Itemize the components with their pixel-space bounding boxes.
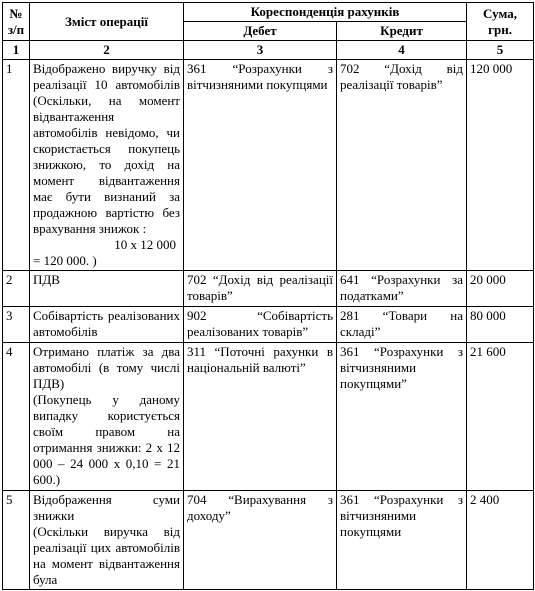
table-row	[3, 307, 534, 343]
column-number: 4	[337, 41, 467, 60]
operation-text: Отримано платіж за два автомобілі (в тому числі ПДВ)	[33, 344, 180, 391]
debit-account: 702 “Дохід від реалізації товарів”	[184, 271, 337, 307]
operation-content	[30, 60, 184, 271]
credit-account: 361 “Розрахунки з вітчизняними покупцями”	[337, 343, 467, 491]
amount: 120 000	[467, 60, 534, 271]
header-correspondence: Кореспонденція рахунків	[184, 3, 467, 22]
debit-account: 361 “Розрахунки з вітчизняними покупцями	[184, 60, 337, 271]
operation-text: Відображено виручку від реалізації 10 автомобілів (Оскільки, на момент відвантаження автомобілів невідомо, чи скористається покупець знижкою, то дохід на момент відвантаження має бути визнаний за продажною вартістю без врахування знижок :	[33, 61, 180, 236]
row-number: 3	[3, 307, 30, 343]
header-content: Зміст операції	[30, 3, 184, 41]
column-number: 1	[3, 41, 30, 60]
credit-account: 702 “Дохід від реалізації товарів”	[337, 60, 467, 271]
column-number: 5	[467, 41, 534, 60]
amount: 21 600	[467, 343, 534, 491]
credit-account: 281 “Товари на складі”	[337, 307, 467, 343]
operation-text: Відображення суми знижки	[33, 492, 180, 523]
table-row	[3, 491, 534, 590]
operation-content: ПДВ	[30, 271, 184, 307]
operation-formula: 10 х 12 000	[114, 237, 176, 252]
table-row	[3, 343, 534, 491]
row-number: 4	[3, 343, 30, 491]
operation-formula-result: = 120 000. )	[33, 253, 97, 268]
operation-content	[30, 343, 184, 491]
debit-account: 704 “Вирахування з доходу”	[184, 491, 337, 590]
credit-account: 641 “Розрахунки за податками”	[337, 271, 467, 307]
header-debit: Дебет	[184, 22, 337, 41]
row-number: 5	[3, 491, 30, 590]
operation-note: (Оскільки виручка від реалізації цих автомобілів на момент відвантаження була	[33, 524, 180, 587]
credit-account: 361 “Розрахунки з вітчизняними покупцями	[337, 491, 467, 590]
column-number: 2	[30, 41, 184, 60]
operations-table	[2, 2, 534, 590]
debit-account: 902 “Собівартість реалізованих товарів”	[184, 307, 337, 343]
table-row	[3, 60, 534, 271]
amount: 2 400	[467, 491, 534, 590]
column-number: 3	[184, 41, 337, 60]
header-sum: Сума, грн.	[467, 3, 534, 41]
header-row-1	[3, 3, 534, 22]
column-numbers-row	[3, 41, 534, 60]
operation-content	[30, 491, 184, 590]
row-number: 2	[3, 271, 30, 307]
operation-content: Собівартість реалізованих автомобілів	[30, 307, 184, 343]
debit-account: 311 “Поточні рахунки в національній валюті”	[184, 343, 337, 491]
amount: 20 000	[467, 271, 534, 307]
header-no: № з/п	[3, 3, 30, 41]
row-number: 1	[3, 60, 30, 271]
table-row	[3, 271, 534, 307]
amount: 80 000	[467, 307, 534, 343]
header-credit: Кредит	[337, 22, 467, 41]
operation-note: (Покупець у даному випадку користується своїм правом на отримання знижки: 2 х 12 000 – 24 000 х 0,10 = 21 600.)	[33, 392, 180, 487]
